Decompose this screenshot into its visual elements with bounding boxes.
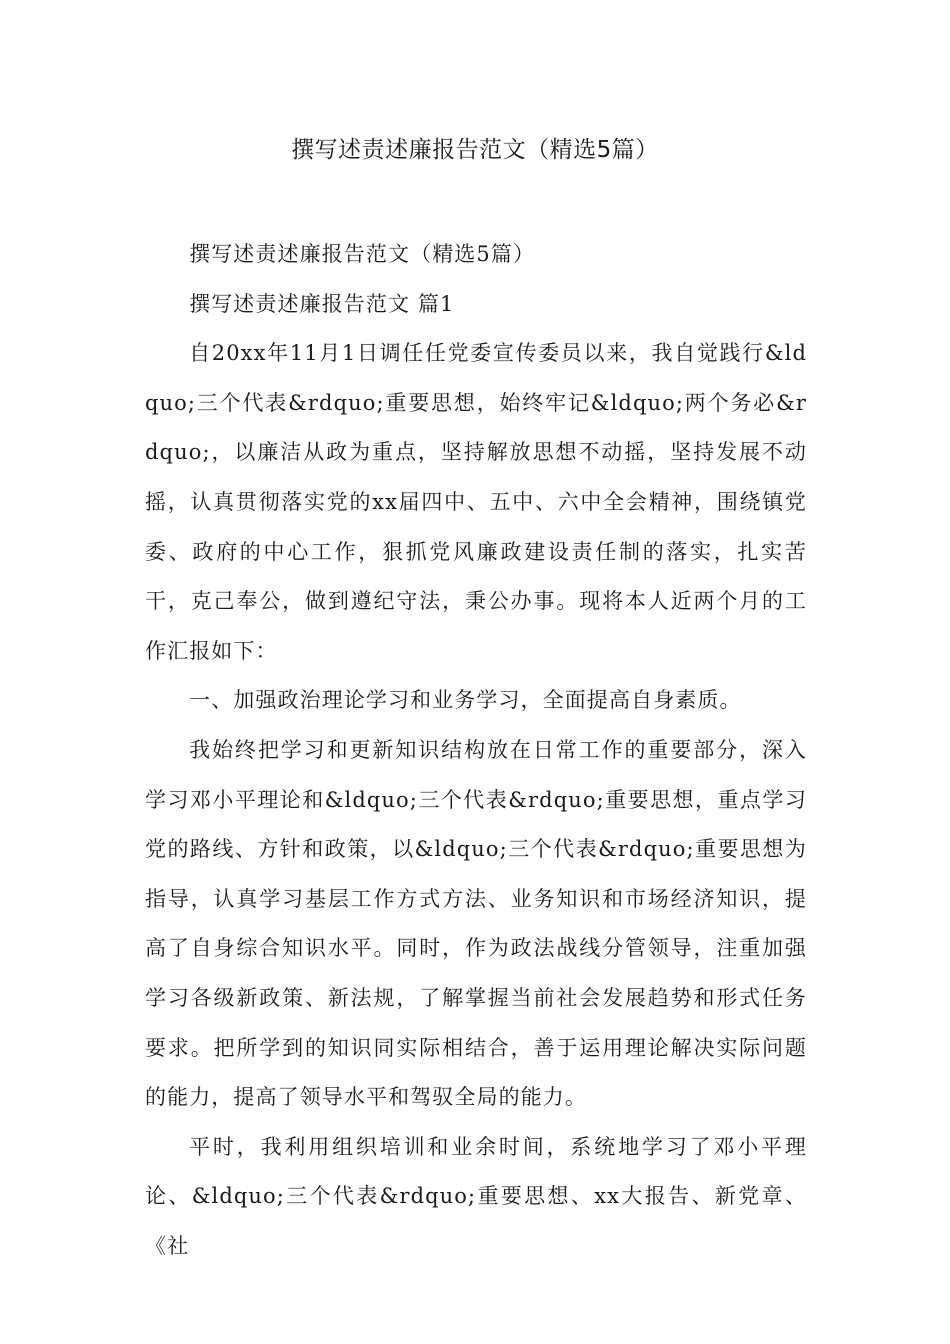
paragraph-intro: 自20xx年11月1日调任任党委宣传委员以来，我自觉践行&ldquo;三个代表&rdquo;重要思想，始终牢记&ldquo;两个务必&rdquo;，以廉洁从政为重点，坚持解放思想不动摇，坚持发展不动摇，认真贯彻落实党的xx届四中、五中、六中全会精神，围绕镇党委、政府的中心工作，狠抓党风廉政建设责任制的落实，扎实苦干，克己奉公，做到遵纪守法，秉公办事。现将本人近两个月的工作汇报如下： (145, 341, 807, 663)
document-body (145, 230, 807, 1271)
paragraph-study: 我始终把学习和更新知识结构放在日常工作的重要部分，深入学习邓小平理论和&ldquo;三个代表&rdquo;重要思想，重点学习党的路线、方针和政策，以&ldquo;三个代表&rdquo;重要思想为指导，认真学习基层工作方式方法、业务知识和市场经济知识，提高了自身综合知识水平。同时，作为政法战线分管领导，注重加强学习各级新政策、新法规，了解掌握当前社会发展趋势和形式任务要求。把所学到的知识同实际相结合，善于运用理论解决实际问题的能力，提高了领导水平和驾驭全局的能力。 (145, 737, 807, 1110)
paragraph-subtitle: 撰写述责述廉报告范文（精选5篇） (189, 242, 536, 266)
paragraph-point-one-heading: 一、加强政治理论学习和业务学习，全面提高自身素质。 (189, 688, 742, 713)
paragraph-training: 平时，我利用组织培训和业余时间，系统地学习了邓小平理论、&ldquo;三个代表&rdquo;重要思想、xx大报告、新党章、《社 (145, 1134, 807, 1258)
paragraph-section-heading: 撰写述责述廉报告范文 篇1 (189, 291, 455, 316)
document-title: 撰写述责述廉报告范文（精选5篇） (291, 137, 659, 163)
